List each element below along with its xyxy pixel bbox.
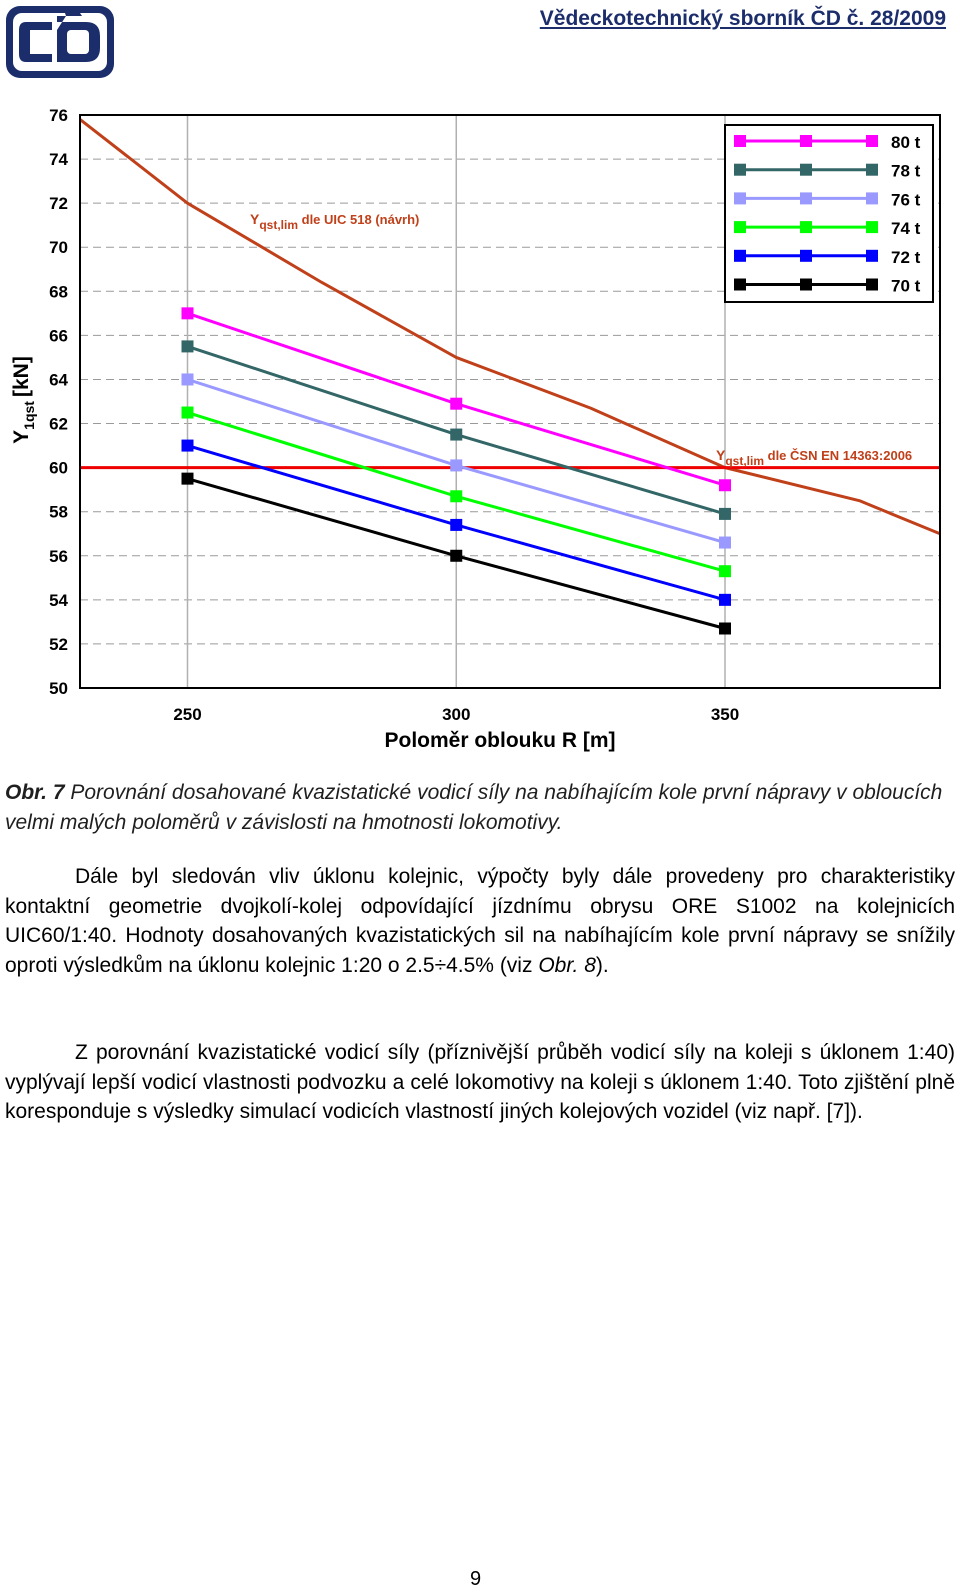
legend-marker xyxy=(800,250,812,262)
paragraph-2: Z porovnání kvazistatické vodicí síly (příznivější průběh vodicí síly na koleji s úklonem 1:40) vyplývají lepší vodicí vlastnosti podvozku a celé lokomotivy na koleji s úklonem 1:40. Toto zjištění plně koresponduje s výsledky simulací vodicích vlastností jiných kolejových vozidel (viz např. [7]). xyxy=(5,1041,955,1123)
caption-label: Obr. 7 xyxy=(5,781,65,804)
legend-label: 80 t xyxy=(891,133,921,152)
legend-label: 78 t xyxy=(891,161,921,181)
legend-marker xyxy=(866,221,878,233)
y-tick-label: 60 xyxy=(49,458,68,478)
data-point xyxy=(719,565,731,577)
legend-marker xyxy=(800,164,812,176)
caption-text: Porovnání dosahované kvazistatické vodicí síly na nabíhajícím kole první nápravy v obloucích velmi malých poloměrů v závislosti na hmotnosti lokomotivy. xyxy=(5,781,943,834)
data-point xyxy=(719,508,731,520)
y-axis-title: $Y_{1qst}[kN]$ xyxy=(10,356,37,444)
legend-marker xyxy=(734,135,746,147)
y-tick-label: 72 xyxy=(49,194,68,214)
y-tick-label: 62 xyxy=(49,414,68,434)
data-point xyxy=(450,398,462,410)
data-point xyxy=(182,373,194,385)
data-point xyxy=(182,473,194,485)
legend-marker xyxy=(800,192,812,204)
data-point xyxy=(182,307,194,319)
chart xyxy=(0,90,960,770)
legend-marker xyxy=(734,164,746,176)
data-point xyxy=(182,340,194,352)
legend-marker xyxy=(734,192,746,204)
y-tick-label: 52 xyxy=(49,634,68,654)
data-point xyxy=(450,429,462,441)
legend-label: 72 t xyxy=(891,247,921,267)
legend-label: 76 t xyxy=(891,190,921,210)
x-tick-labels xyxy=(173,705,739,724)
page-number: 9 xyxy=(470,1568,482,1590)
uic-limit-label: Yqst,lim dle UIC 518 (návrh) xyxy=(250,211,420,232)
legend-label: 74 t xyxy=(891,219,921,239)
data-point xyxy=(182,407,194,419)
legend-marker xyxy=(866,250,878,262)
data-point xyxy=(719,537,731,549)
y-tick-label: 56 xyxy=(49,546,68,566)
x-tick-label: 350 xyxy=(710,705,740,724)
y-tick-label: 70 xyxy=(49,238,68,258)
data-point xyxy=(182,440,194,452)
legend-marker xyxy=(866,279,878,291)
data-point xyxy=(450,519,462,531)
legend-marker xyxy=(866,164,878,176)
y-tick-label: 66 xyxy=(49,326,68,346)
legend-marker xyxy=(866,135,878,147)
legend-label: 70 t xyxy=(891,276,921,296)
journal-title: Vědeckotechnický sborník ČD č. 28/2009 xyxy=(539,7,946,30)
y-tick-label: 58 xyxy=(49,502,68,522)
x-tick-label: 250 xyxy=(173,705,202,724)
x-tick-label: 300 xyxy=(442,705,471,724)
legend-marker xyxy=(800,135,812,147)
x-axis-title: Poloměr oblouku R [m] xyxy=(384,729,616,752)
y-tick-label: 54 xyxy=(49,590,68,610)
legend-marker xyxy=(800,279,812,291)
legend-marker xyxy=(800,221,812,233)
figure-reference: Obr. 8 xyxy=(538,953,596,977)
data-point xyxy=(719,622,731,634)
data-point xyxy=(450,490,462,502)
csn-limit-label: Yqst,lim dle ČSN EN 14363:2006 xyxy=(716,447,913,468)
cd-logo-icon xyxy=(4,4,116,80)
figure-caption xyxy=(5,778,950,838)
paragraph-1: Dále byl sledován vliv úklonu kolejnic, výpočty byly dále provedeny pro charakteristiky kontaktní geometrie dvojkolí-kolej odpovídající jízdnímu obrysu ORE S1002 na kolejnicích UIC60/1:40. Hodnoty dosahovaných kvazistatických sil na nabíhajícím kole první nápravy se snížily oproti výsledkům na úklonu kolejnic 1:20 o 2.5÷4.5% (viz Obr. 8). xyxy=(5,865,955,977)
data-point xyxy=(719,479,731,491)
data-point xyxy=(719,594,731,606)
y-tick-label: 64 xyxy=(49,370,68,390)
data-point xyxy=(450,550,462,562)
legend-marker xyxy=(734,279,746,291)
y-tick-label: 76 xyxy=(49,106,68,125)
y-tick-labels xyxy=(49,106,68,698)
legend-marker xyxy=(866,192,878,204)
y-tick-label: 74 xyxy=(49,150,68,170)
data-point xyxy=(450,459,462,471)
legend-marker xyxy=(734,250,746,262)
y-tick-label: 68 xyxy=(49,282,68,302)
legend-marker xyxy=(734,221,746,233)
y-tick-label: 50 xyxy=(49,679,68,698)
